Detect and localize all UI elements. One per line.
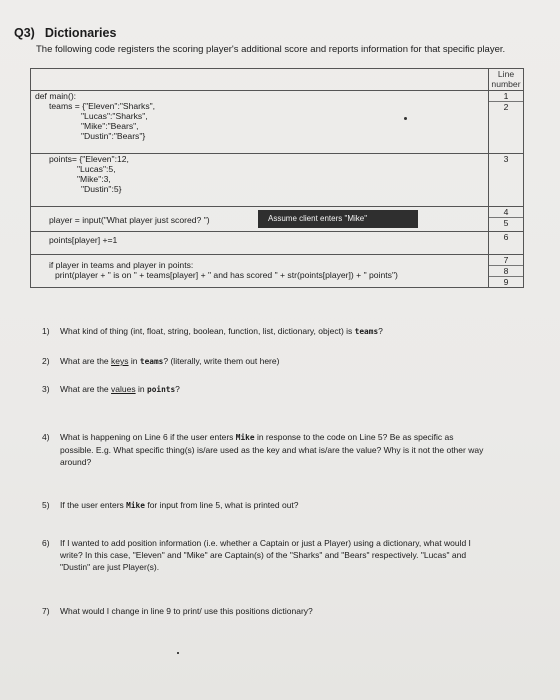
code-row-2 <box>31 154 524 207</box>
question-7: 7) What would I change in line 9 to print/ use this positions dictionary? <box>42 606 313 616</box>
code-line: teams = {"Eleven":"Sharks", <box>49 101 156 111</box>
line-number-header: Line number <box>489 69 524 91</box>
code-line: "Dustin":5} <box>81 184 122 194</box>
stray-mark <box>177 652 179 654</box>
line-number: 2 <box>503 102 509 112</box>
section-number: Q3) <box>14 26 35 40</box>
code-line: print(player + " is on " + teams[player] + " and has scored " + str(points[player]) + " points") <box>55 270 398 280</box>
code-line: "Lucas":5, <box>77 164 116 174</box>
code-row-3 <box>31 207 524 232</box>
code-line: if player in teams and player in points: <box>49 260 194 270</box>
question-4: 4) What is happening on Line 6 if the user enters Mike in response to the code on Line 5? Be as specific as possible. E.g. What specific thing(s) is/are used as the key and what is/are the value? Why is it not the other way around? <box>42 432 484 467</box>
question-5: 5) If the user enters Mike for input from line 5, what is printed out? <box>42 500 299 510</box>
code-line: "Mike":"Bears", <box>81 121 139 131</box>
line-number: 3 <box>503 154 509 164</box>
line-number: 8 <box>489 266 523 277</box>
code-line: "Mike":3, <box>77 174 111 184</box>
code-line: "Lucas":"Sharks", <box>81 111 148 121</box>
question-1: 1) What kind of thing (int, float, string, boolean, function, list, dictionary, object) is teams? <box>42 326 383 336</box>
code-line: points[player] +=1 <box>49 235 118 245</box>
section-title <box>14 26 116 40</box>
code-line: def main(): <box>35 91 77 101</box>
code-row-5 <box>31 255 524 288</box>
line-number: 1 <box>489 91 523 102</box>
code-row-1 <box>31 91 524 154</box>
line-number: 5 <box>503 218 509 228</box>
code-line: points= {"Eleven":12, <box>49 154 129 164</box>
line-number: 9 <box>503 277 509 287</box>
question-3: 3) What are the values in points? <box>42 384 180 394</box>
line-number: 6 <box>503 232 509 242</box>
assumption-callout: Assume client enters "Mike" <box>258 210 418 228</box>
line-number: 4 <box>489 207 523 218</box>
code-table <box>30 68 524 288</box>
code-header-cell <box>31 69 489 91</box>
pen-mark <box>404 117 407 120</box>
question-2: 2) What are the keys in teams? (literally, write them out here) <box>42 356 280 366</box>
code-line: "Dustin":"Bears"} <box>81 131 146 141</box>
intro-text: The following code registers the scoring player's additional score and reports information for that specific player. <box>36 44 506 55</box>
section-name: Dictionaries <box>44 26 117 40</box>
question-6: 6) If I wanted to add position information (i.e. whether a Captain or just a Player) using a dictionary, what would I write? In this case, "Eleven" and "Mike" are Captain(s) of the "Sharks" and "Bears" respectively. "Lucas" and "Dustin" are just Player(s). <box>42 538 471 572</box>
line-number: 7 <box>489 255 523 266</box>
code-line: player = input("What player just scored? ") <box>49 215 210 225</box>
code-row-4 <box>31 232 524 255</box>
